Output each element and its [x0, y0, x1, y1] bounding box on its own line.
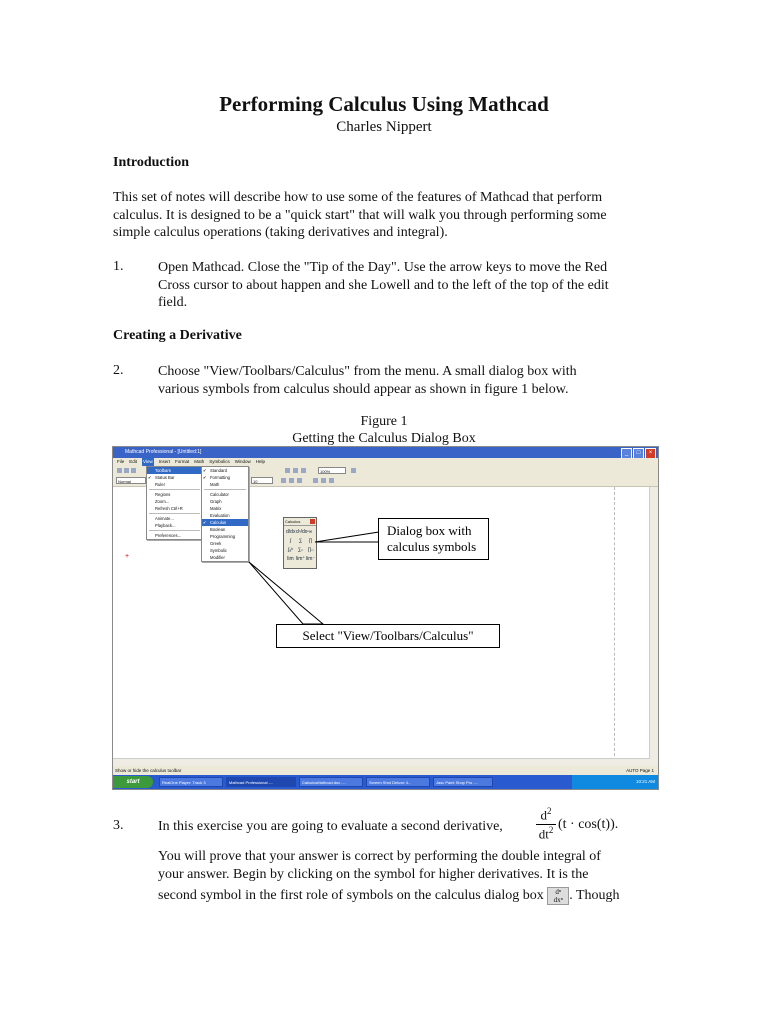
view-menu-ruler[interactable]: Ruler [155, 482, 166, 487]
status-page: AUTO Page 1 [626, 768, 654, 773]
mathcad-screenshot [112, 446, 659, 790]
intro-line: This set of notes will describe how to use some of the features of Mathcad that perform [113, 190, 603, 205]
callout-arrow-menu [249, 562, 323, 624]
numerator-d: d [540, 807, 547, 823]
view-menu-preferences[interactable]: Preferences... [155, 533, 182, 538]
window-title: Mathcad Professional - [Untitled:1] [125, 449, 202, 455]
view-menu-zoom[interactable]: Zoom... [155, 499, 170, 504]
expression-body: (t · cos(t)). [558, 817, 619, 832]
menu-help[interactable]: Help [255, 459, 266, 464]
step1-line: Open Mathcad. Close the "Tip of the Day". Use the arrow keys to move the Red [158, 260, 608, 275]
menu-math[interactable]: Math [194, 459, 205, 464]
definite-integral-symbol[interactable]: ∫ₐᵇ [287, 547, 294, 553]
style-select[interactable]: Normal [116, 477, 146, 484]
derivative-symbol[interactable]: d/dx [286, 529, 296, 535]
step3-text [158, 848, 658, 883]
callout-menu-box: Select "View/Toolbars/Calculus" [276, 624, 500, 648]
task-realone[interactable]: RealOne Player: Track 3 [159, 777, 223, 787]
system-tray [572, 775, 658, 789]
figure-caption: Getting the Calculus Dialog Box [292, 431, 476, 446]
task-paintshop[interactable]: Jasc Paint Shop Pro -... [433, 777, 493, 787]
infinity-symbol[interactable]: ∞ [308, 529, 313, 535]
limit-symbol[interactable]: lim [287, 556, 294, 562]
view-menu-refresh[interactable]: Refresh Ctrl+R [155, 506, 183, 511]
toolbar-programming[interactable]: Programming [210, 534, 236, 539]
step3-line: your answer. Begin by clicking on the symbol for higher derivatives. It is the [158, 866, 589, 882]
start-button[interactable]: start [113, 776, 153, 788]
left-limit-symbol[interactable]: lim⁻ [306, 556, 316, 562]
view-menu-animate[interactable]: Animate... [155, 516, 174, 521]
intro-heading: Introduction [113, 155, 189, 170]
denominator-exponent: 2 [548, 825, 554, 835]
range-product-symbol[interactable]: ∏ₙ [307, 547, 314, 553]
callout-arrow-dialog [315, 532, 379, 542]
derivative-heading: Creating a Derivative [113, 328, 242, 343]
callout-dialog-line: calculus symbols [387, 539, 477, 554]
toolbar-graph[interactable]: Graph [210, 499, 222, 504]
close-icon[interactable]: × [645, 448, 656, 459]
intro-line: simple calculus operations (taking derivatives and integral). [113, 225, 448, 240]
toolbar-modifier[interactable]: Modifier [210, 555, 225, 560]
step2-line: Choose "View/Toolbars/Calculus" from the menu. A small dialog box with [158, 364, 577, 379]
toolbar-symbolic[interactable]: Symbolic [210, 548, 227, 553]
font-size-select[interactable]: 10 [251, 477, 273, 484]
step1-line: field. [158, 295, 188, 310]
step1-line: Cross cursor to about happen and she Lowell and to the left of the top of the edit [158, 277, 609, 293]
callout-arrows [113, 447, 658, 789]
toolbar-calculus[interactable]: ✔ Calculus [202, 519, 248, 526]
toolbar-matrix[interactable]: Matrix [210, 506, 222, 511]
step2-line: various symbols from calculus should appear as shown in figure 1 below. [158, 381, 569, 397]
step3-tail-text: . Though [569, 888, 620, 904]
range-sum-symbol[interactable]: ∑ₙ [297, 547, 304, 553]
step3-last-line [158, 887, 678, 905]
menu-edit[interactable]: Edit [129, 459, 138, 464]
toolbar-greek[interactable]: Greek [210, 541, 222, 546]
denominator-dt: dt [538, 826, 549, 842]
red-cross-cursor: + [125, 553, 130, 560]
menu-symbolics[interactable]: Symbolics [209, 459, 230, 464]
fraction-numerator [535, 806, 557, 823]
menu-view[interactable]: View [143, 459, 153, 464]
toolbar-formatting[interactable]: ✔ Formatting [202, 474, 248, 481]
callout-dialog-box [378, 518, 489, 560]
intro-paragraph [113, 189, 658, 242]
intro-line: calculus. It is designed to be a "quick start" that will walk you through performing some [113, 207, 607, 223]
task-mathcad[interactable]: Mathcad Professional -... [226, 777, 296, 787]
task-screenshot[interactable]: Screen Shot Deluxe 4... [366, 777, 430, 787]
toolbar-calculator[interactable]: Calculator [210, 492, 229, 497]
status-bar [113, 766, 658, 775]
numerator-exponent: 2 [547, 806, 552, 816]
step2-text [158, 363, 658, 398]
calculus-dialog-title-text: Calculus [285, 519, 301, 524]
menu-file[interactable]: File [117, 459, 125, 464]
nth-derivative-icon: dⁿ dxⁿ [547, 887, 569, 905]
toolbar-evaluation[interactable]: Evaluation [210, 513, 230, 518]
menu-format[interactable]: Format [174, 459, 190, 464]
summation-symbol[interactable]: ∑ [298, 538, 303, 544]
view-menu-playback[interactable]: Playback... [155, 523, 176, 528]
callout-dialog-line: Dialog box with [387, 523, 472, 538]
figure-label: Figure 1 [360, 414, 408, 429]
step3-last-text: second symbol in the first role of symbols on the calculus dialog box [158, 888, 544, 904]
menu-insert[interactable]: Insert [158, 459, 170, 464]
product-symbol[interactable]: ∏ [308, 538, 313, 544]
toolbar-math[interactable]: Math [210, 482, 220, 487]
status-text: Show or hide the calculus toolbar [115, 768, 182, 773]
integral-symbol[interactable]: ∫ [289, 538, 292, 544]
step1-number: 1. [113, 259, 124, 274]
author-name: Charles Nippert [336, 119, 432, 135]
clock: 10:21 AM [635, 779, 655, 784]
menu-window[interactable]: Window [234, 459, 251, 464]
view-menu-statusbar[interactable]: ✔ Status Bar [147, 474, 202, 481]
toolbar-standard[interactable]: ✔ Standard [202, 467, 248, 474]
view-menu-toolbars[interactable]: Toolbars [147, 467, 202, 474]
step3-intro-text: In this exercise you are going to evaluate a second derivative, [158, 819, 503, 834]
nth-derivative-symbol[interactable]: dⁿ/dxⁿ [296, 529, 310, 535]
fraction-denominator [535, 825, 557, 842]
maximize-icon[interactable]: □ [633, 448, 644, 459]
right-limit-symbol[interactable]: lim⁺ [296, 556, 306, 562]
step1-text [158, 259, 658, 312]
toolbar-boolean[interactable]: Boolean [210, 527, 226, 532]
step3-line: You will prove that your answer is correct by performing the double integral of [158, 849, 601, 864]
second-derivative-expression [535, 806, 665, 846]
document-title: Performing Calculus Using Mathcad [219, 92, 549, 116]
zoom-select[interactable]: 100% [318, 467, 346, 474]
taskbar [113, 775, 658, 789]
step3-number: 3. [113, 818, 124, 833]
step2-number: 2. [113, 363, 124, 378]
view-menu-regions[interactable]: Regions [155, 492, 171, 497]
minimize-icon[interactable]: _ [621, 448, 632, 459]
task-word-doc[interactable]: CalculusMathcad.doc -... [299, 777, 363, 787]
